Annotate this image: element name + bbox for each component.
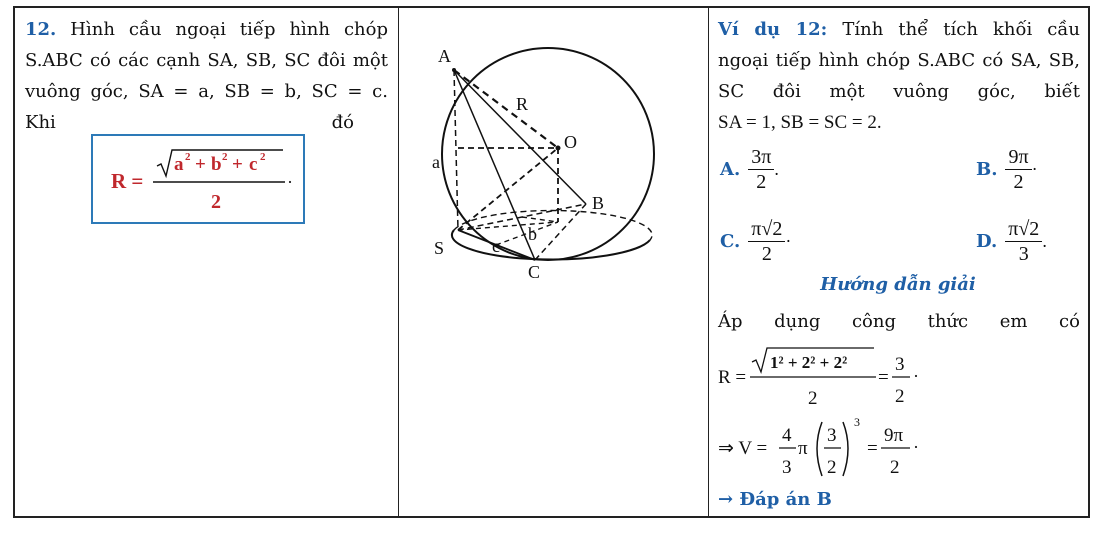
label-B: B — [592, 193, 605, 213]
option-A-label: A. — [720, 158, 741, 180]
guide-title: Hướng dẫn giải — [820, 274, 976, 295]
theory-line-2: S.ABC có các cạnh SA, SB, SC đôi một — [25, 50, 388, 71]
rad-b-exp: 2 — [222, 151, 228, 163]
formula-dot: · — [287, 172, 293, 192]
calc-R-den: 2 — [808, 388, 818, 409]
rad-c: c — [249, 154, 258, 175]
option-B-value — [1005, 145, 1031, 194]
option-B-num: 9π — [1005, 145, 1031, 170]
label-C: C — [528, 262, 541, 282]
calc-V-res-den: 2 — [890, 457, 900, 478]
theory-word-khi: Khi — [25, 112, 56, 133]
calc-V-dot: · — [913, 437, 919, 457]
answer-text: → Đáp án B — [718, 489, 832, 510]
option-A-den: 2 — [756, 170, 767, 193]
calc-V-pi: π — [798, 438, 808, 459]
point-A — [452, 68, 456, 72]
rad-c-exp: 2 — [260, 151, 266, 163]
option-D[interactable] — [976, 213, 1047, 269]
label-b: b — [528, 224, 537, 244]
option-C[interactable] — [720, 213, 791, 269]
formula-lhs: R = — [111, 169, 144, 193]
calc-V-eq: = — [867, 438, 878, 459]
apply-word-3: công — [851, 311, 896, 332]
option-D-value — [1005, 217, 1042, 266]
rad-plus-2: + — [232, 154, 243, 175]
apply-line — [718, 306, 1080, 337]
paren-right — [843, 422, 848, 476]
label-A: A — [438, 46, 451, 66]
option-A[interactable] — [720, 141, 779, 197]
example-cell — [708, 8, 1088, 516]
sphere-circle — [442, 48, 654, 260]
option-D-num: π√2 — [1005, 217, 1042, 242]
calc-R — [718, 342, 958, 410]
theory-word-do: đó — [331, 112, 354, 133]
example-line-2: ngoại tiếp hình chóp S.ABC có SA, SB, — [718, 50, 1080, 71]
calc-R-dot: · — [913, 366, 919, 386]
calc-R-res-num: 3 — [895, 354, 905, 375]
option-C-value — [748, 217, 785, 266]
option-A-dot: . — [774, 158, 779, 179]
calc-V-p-den: 2 — [827, 457, 837, 478]
calc-V-c-den: 3 — [782, 457, 792, 478]
label-a: a — [432, 152, 440, 172]
calc-R-eq: = — [878, 367, 889, 388]
options-row-2 — [720, 213, 1080, 269]
calc-V-res-num: 9π — [884, 425, 904, 446]
center-point — [556, 146, 561, 151]
calc-V — [718, 412, 958, 484]
example-text-1: Tính thể tích khối cầu — [842, 19, 1080, 40]
option-B-label: B. — [976, 158, 998, 180]
option-B-den: 2 — [1013, 170, 1024, 193]
label-S: S — [434, 238, 445, 258]
calc-R-res-den: 2 — [895, 386, 905, 407]
example-line-1 — [718, 14, 1080, 45]
label-O: O — [564, 132, 577, 152]
apply-word-5: em — [999, 311, 1028, 332]
option-A-num: 3π — [748, 145, 774, 170]
base-ellipse-back — [454, 210, 652, 240]
theory-cell — [15, 8, 398, 516]
example-line-3: SC đôi một vuông góc, biết — [718, 81, 1080, 102]
calc-V-c-num: 4 — [782, 425, 792, 446]
calc-R-lhs: R = — [718, 367, 747, 388]
option-B-dot: · — [1031, 158, 1038, 179]
label-c: c — [492, 236, 500, 256]
option-C-label: C. — [720, 230, 741, 252]
option-D-dot: . — [1042, 230, 1047, 251]
calc-V-p-num: 3 — [827, 425, 837, 446]
base-ellipse-front — [452, 230, 650, 260]
apply-word-4: thức — [927, 311, 969, 332]
option-D-label: D. — [976, 230, 998, 252]
apply-word-1: Áp — [718, 311, 743, 332]
example-label: Ví dụ 12: — [718, 19, 828, 40]
formula-den: 2 — [211, 191, 221, 213]
option-B[interactable] — [976, 141, 1038, 197]
option-C-den: 2 — [761, 242, 772, 265]
option-C-num: π√2 — [748, 217, 785, 242]
calc-V-exp: 3 — [854, 415, 860, 429]
radius-formula — [93, 136, 303, 222]
options-row-1 — [720, 141, 1080, 197]
theory-text-1: Hình cầu ngoại tiếp hình chóp — [70, 19, 388, 40]
midline-SB — [522, 217, 558, 222]
label-R: R — [516, 94, 529, 114]
theory-line-3: vuông góc, SA = a, SB = b, SC = c. — [25, 81, 388, 102]
calc-R-radicand: 1² + 2² + 2² — [770, 353, 848, 372]
sphere-figure — [398, 8, 708, 308]
paren-left — [817, 422, 822, 476]
calc-V-lhs: ⇒ V = — [718, 438, 768, 459]
edge-BC — [535, 204, 586, 260]
option-D-den: 3 — [1018, 242, 1029, 265]
theory-line-1 — [25, 14, 388, 45]
option-C-dot: · — [785, 230, 792, 251]
figure-cell — [398, 8, 708, 516]
example-condition: SA = 1, SB = SC = 2. — [718, 112, 882, 133]
rad-a-exp: 2 — [185, 151, 191, 163]
rad-a: a — [174, 154, 184, 175]
apply-word-6: có — [1059, 311, 1080, 332]
content-table — [13, 6, 1090, 518]
item-number: 12. — [25, 19, 57, 40]
rad-b: b — [211, 154, 222, 175]
radius-formula-box — [91, 134, 305, 224]
rad-plus-1: + — [195, 154, 206, 175]
option-A-value — [748, 145, 774, 194]
apply-word-2: dụng — [774, 311, 821, 332]
